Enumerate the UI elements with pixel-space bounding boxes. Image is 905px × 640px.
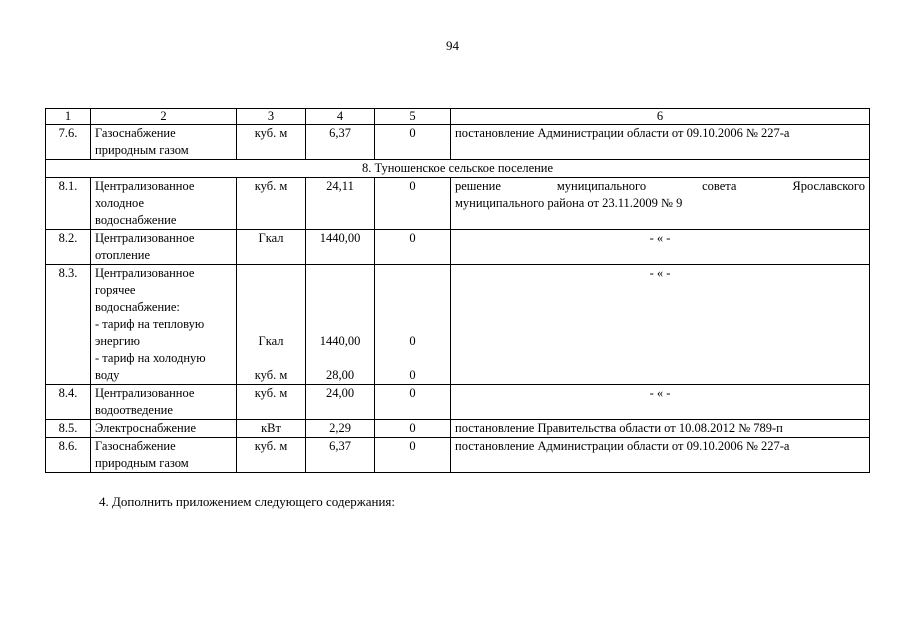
page-number: 94 [446, 38, 459, 53]
row-number: 8.5. [46, 420, 91, 438]
header-cell: 6 [451, 109, 870, 125]
zero-cell: 0 [375, 125, 451, 160]
service-name-line: отопление [95, 248, 151, 262]
row-number: 8.1. [46, 178, 91, 230]
service-name-line: воду [95, 368, 120, 382]
service-name [91, 265, 237, 385]
section-row [46, 160, 870, 178]
document-cell: постановление Администрации области от 09.10.2006 № 227-а [451, 438, 870, 473]
document-cell: - « - [451, 265, 870, 385]
unit-cell [237, 265, 306, 385]
table-row [46, 265, 870, 385]
document-cell: - « - [451, 230, 870, 265]
tariff-table [45, 108, 870, 473]
unit-heat: Гкал [258, 334, 284, 348]
document-cell [451, 178, 870, 230]
tariff-heat: 1440,00 [319, 334, 361, 348]
table-row [46, 438, 870, 473]
document-line: решение муниципального совета Ярославского [455, 179, 865, 193]
tariff-water: 28,00 [325, 368, 355, 382]
service-name-line: Газоснабжение [95, 126, 176, 140]
service-name-line: энергию [95, 334, 141, 348]
service-name-line: Централизованное [95, 179, 195, 193]
zero-cell: 0 [375, 178, 451, 230]
zero-heat: 0 [409, 334, 416, 348]
document-cell: - « - [451, 385, 870, 420]
table-row [46, 385, 870, 420]
zero-water: 0 [409, 368, 416, 382]
zero-cell: 0 [375, 385, 451, 420]
service-name-line: - тариф на холодную [95, 351, 206, 365]
header-cell: 5 [375, 109, 451, 125]
header-cell: 1 [46, 109, 91, 125]
tariff-cell: 6,37 [306, 438, 375, 473]
amendment-paragraph: 4. Дополнить приложением следующего содержания: [99, 494, 395, 509]
row-number: 8.4. [46, 385, 91, 420]
service-name-line: горячее [95, 283, 136, 297]
service-name-line: Электроснабжение [95, 421, 196, 435]
tariff-cell: 2,29 [306, 420, 375, 438]
service-name [91, 230, 237, 265]
unit-cell: куб. м [237, 125, 306, 160]
service-name-line: водоснабжение: [95, 300, 180, 314]
service-name [91, 385, 237, 420]
service-name-line: Централизованное [95, 231, 195, 245]
tariff-cell [306, 265, 375, 385]
table-row [46, 230, 870, 265]
service-name-line: холодное [95, 196, 144, 210]
unit-cell: куб. м [237, 178, 306, 230]
service-name-line: природным газом [95, 143, 189, 157]
document-line: муниципального района от 23.11.2009 № 9 [455, 196, 683, 210]
zero-cell: 0 [375, 420, 451, 438]
table-row [46, 420, 870, 438]
unit-cell: куб. м [237, 438, 306, 473]
document-cell: постановление Правительства области от 10.08.2012 № 789-п [451, 420, 870, 438]
row-number: 8.3. [46, 265, 91, 385]
section-title: 8. Туношенское сельское поселение [46, 160, 870, 178]
header-cell: 2 [91, 109, 237, 125]
service-name [91, 125, 237, 160]
header-cell: 3 [237, 109, 306, 125]
unit-cell: Гкал [237, 230, 306, 265]
table-row [46, 178, 870, 230]
tariff-cell: 24,00 [306, 385, 375, 420]
row-number: 7.6. [46, 125, 91, 160]
service-name-line: Централизованное [95, 266, 195, 280]
tariff-cell: 24,11 [306, 178, 375, 230]
unit-cell: куб. м [237, 385, 306, 420]
service-name [91, 438, 237, 473]
service-name-line: Газоснабжение [95, 439, 176, 453]
table-row [46, 125, 870, 160]
service-name-line: Централизованное [95, 386, 195, 400]
service-name [91, 178, 237, 230]
service-name-line: - тариф на тепловую [95, 317, 205, 331]
service-name [91, 420, 237, 438]
row-number: 8.2. [46, 230, 91, 265]
unit-water: куб. м [254, 368, 288, 382]
zero-cell [375, 265, 451, 385]
table-header-row [46, 109, 870, 125]
zero-cell: 0 [375, 438, 451, 473]
tariff-cell: 6,37 [306, 125, 375, 160]
header-cell: 4 [306, 109, 375, 125]
service-name-line: водоотведение [95, 403, 173, 417]
unit-cell: кВт [237, 420, 306, 438]
service-name-line: природным газом [95, 456, 189, 470]
row-number: 8.6. [46, 438, 91, 473]
service-name-line: водоснабжение [95, 213, 177, 227]
document-cell: постановление Администрации области от 09.10.2006 № 227-а [451, 125, 870, 160]
tariff-cell: 1440,00 [306, 230, 375, 265]
zero-cell: 0 [375, 230, 451, 265]
